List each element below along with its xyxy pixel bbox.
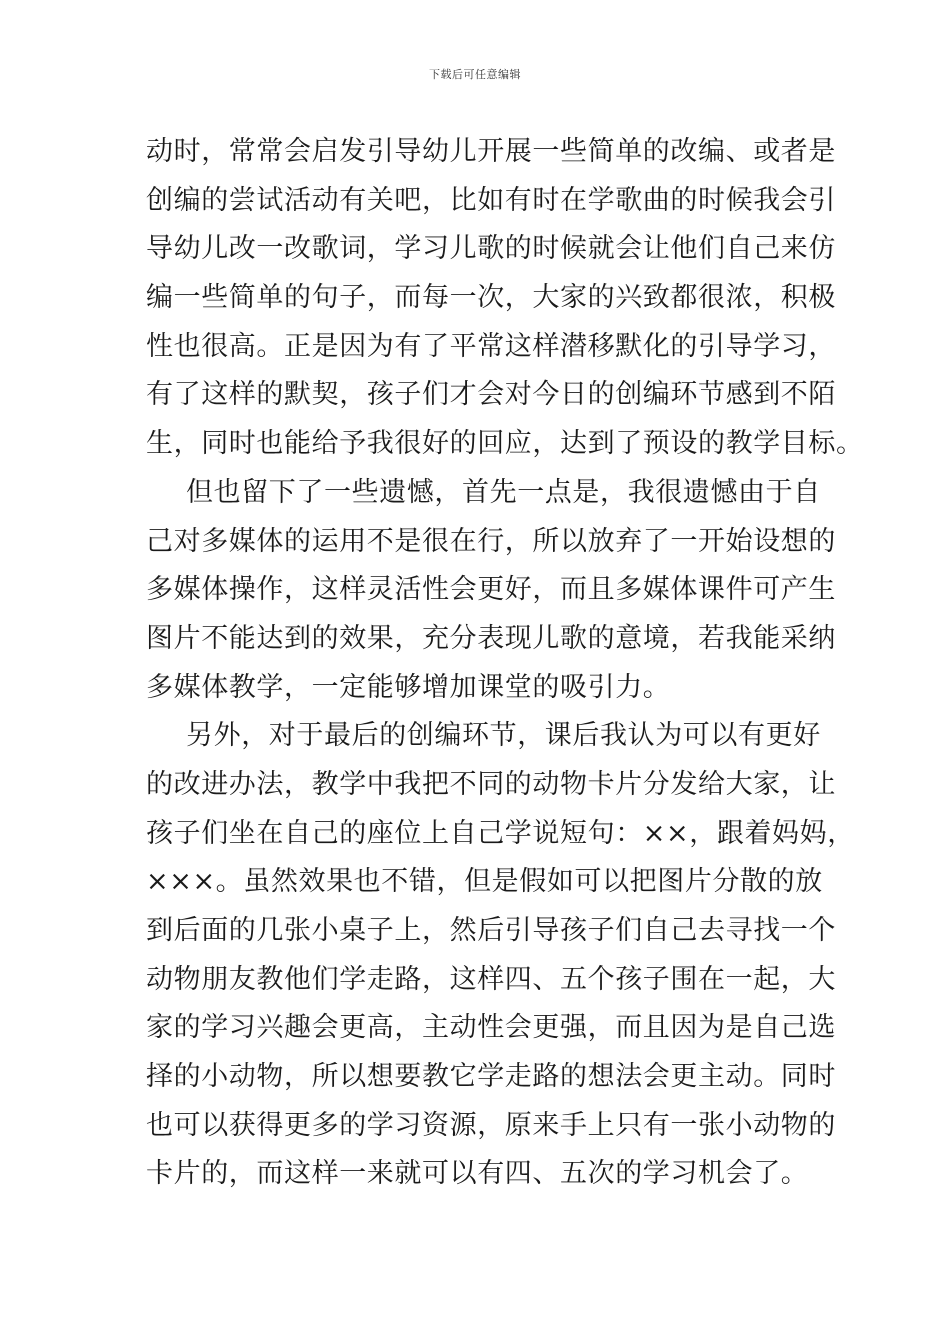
paragraph-start-line: 另外，对于最后的创编环节，课后我认为可以有更好 [186, 720, 821, 752]
text-line: 生，同时也能给予我很好的回应，达到了预设的教学目标。 [146, 428, 864, 460]
text-line: ×××。虽然效果也不错，但是假如可以把图片分散的放 [146, 866, 823, 898]
body-text [146, 128, 864, 1199]
text-line: 的改进办法，教学中我把不同的动物卡片分发给大家，让 [146, 768, 836, 800]
text-line: 动物朋友教他们学走路，这样四、五个孩子围在一起，大 [146, 963, 836, 995]
text-line: 己对多媒体的运用不是很在行，所以放弃了一开始设想的 [146, 525, 836, 557]
text-line: 编一些简单的句子，而每一次，大家的兴致都很浓，积极 [146, 282, 836, 314]
text-line: 性也很高。正是因为有了平常这样潜移默化的引导学习， [146, 330, 836, 362]
paragraph-start-line: 但也留下了一些遗憾，首先一点是，我很遗憾由于自 [186, 476, 821, 508]
text-line: 动时，常常会启发引导幼儿开展一些简单的改编、或者是 [146, 136, 836, 167]
text-line: 有了这样的默契，孩子们才会对今日的创编环节感到不陌 [146, 379, 836, 411]
page-header: 下载后可任意编辑 [429, 68, 521, 81]
text-line: 也可以获得更多的学习资源，原来手上只有一张小动物的 [146, 1109, 836, 1141]
text-line: 择的小动物，所以想要教它学走路的想法会更主动。同时 [146, 1061, 836, 1093]
text-line: 图片不能达到的效果，充分表现儿歌的意境，若我能采纳 [146, 622, 836, 654]
text-line: 创编的尝试活动有关吧，比如有时在学歌曲的时候我会引 [146, 184, 836, 216]
text-line: 多媒体操作，这样灵活性会更好，而且多媒体课件可产生 [146, 574, 836, 606]
text-line: 到后面的几张小桌子上，然后引导孩子们自己去寻找一个 [146, 915, 836, 946]
text-line: 多媒体教学，一定能够增加课堂的吸引力。 [146, 671, 671, 703]
text-line: 导幼儿改一改歌词，学习儿歌的时候就会让他们自己来仿 [146, 233, 836, 265]
text-line: 卡片的，而这样一来就可以有四、五次的学习机会了。 [146, 1158, 809, 1190]
text-line: 孩子们坐在自己的座位上自己学说短句：××，跟着妈妈， [146, 817, 855, 849]
text-line: 家的学习兴趣会更高，主动性会更强，而且因为是自己选 [146, 1012, 836, 1044]
